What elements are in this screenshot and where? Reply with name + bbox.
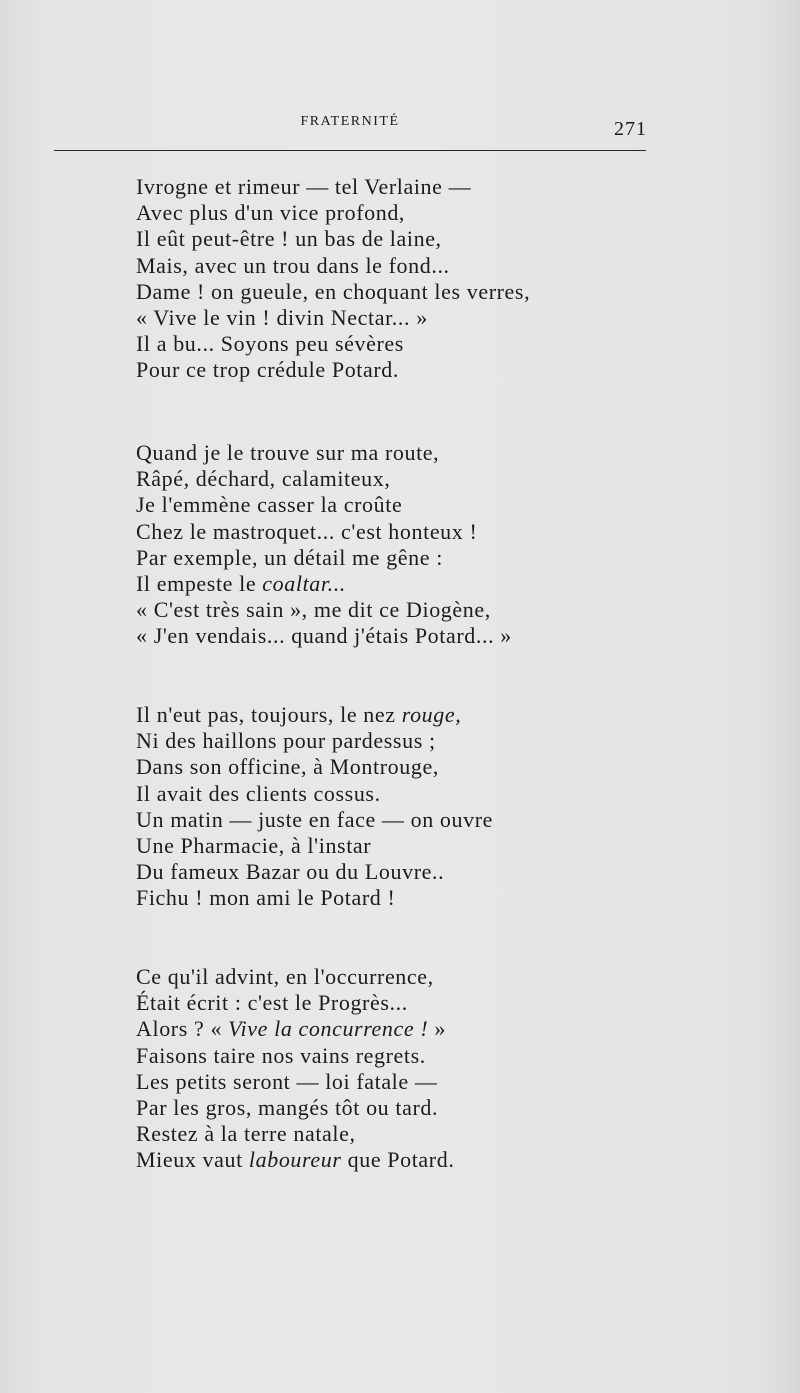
verse-line: Ce qu'il advint, en l'occurrence, (136, 964, 434, 989)
verse-line: Une Pharmacie, à l'instar (136, 833, 372, 859)
verse-line: Pour ce trop crédule Potard. (136, 357, 399, 383)
italic-word: coaltar... (262, 571, 346, 597)
header-rule (54, 150, 646, 151)
verse-line: Fichu ! mon ami le Potard ! (136, 885, 396, 911)
verse-line: Mieux vaut laboureur que Potard. (136, 1147, 455, 1173)
verse-line: Par les gros, mangés tôt ou tard. (136, 1095, 439, 1121)
page-number: 271 (614, 118, 647, 140)
verse-line: Dans son officine, à Montrouge, (136, 754, 439, 780)
verse-line: Du fameux Bazar ou du Louvre.. (136, 859, 445, 885)
verse-line: Il empeste le coaltar... (136, 571, 346, 597)
italic-phrase: Vive la concurrence ! (228, 1016, 429, 1042)
italic-word: rouge, (401, 702, 462, 727)
verse-line: Les petits seront — loi fatale — (136, 1068, 438, 1094)
verse-line: Un matin — juste en face — on ouvre (136, 806, 494, 832)
verse-line: Il a bu... Soyons peu sévères (136, 331, 404, 357)
verse-line: Râpé, déchard, calamiteux, (136, 466, 391, 492)
verse-line: Alors ? « Vive la concurrence ! » (136, 1016, 446, 1042)
verse-line: Dame ! on gueule, en choquant les verres, (136, 278, 531, 304)
verse-line: Par exemple, un détail me gêne : (136, 544, 443, 570)
stanza-1 (136, 174, 656, 384)
verse-line: Quand je le trouve sur ma route, (136, 440, 440, 465)
verse-line: Il eût peut-être ! un bas de laine, (136, 226, 442, 252)
verse-line: Ivrogne et rimeur — tel Verlaine — (136, 174, 472, 199)
verse-line: Restez à la terre natale, (136, 1121, 356, 1147)
verse-line: Faisons taire nos vains regrets. (136, 1042, 426, 1068)
verse-line: Il n'eut pas, toujours, le nez rouge, (136, 702, 462, 727)
verse-line: Ni des haillons pour pardessus ; (136, 728, 436, 754)
stanza-3 (136, 702, 656, 912)
stanza-2 (136, 440, 656, 650)
running-title: FRATERNITÉ (300, 114, 400, 129)
verse-line: « J'en vendais... quand j'étais Potard... » (136, 623, 512, 649)
verse-line: Mais, avec un trou dans le fond... (136, 252, 450, 278)
stanza-4 (136, 964, 656, 1174)
verse-line: « Vive le vin ! divin Nectar... » (136, 305, 428, 331)
verse-line: Chez le mastroquet... c'est honteux ! (136, 518, 478, 544)
verse-line: Avec plus d'un vice profond, (136, 200, 406, 226)
verse-line: « C'est très sain », me dit ce Diogène, (136, 597, 491, 623)
italic-word: laboureur (248, 1147, 342, 1173)
verse-line: Il avait des clients cossus. (136, 780, 381, 806)
verse-line: Était écrit : c'est le Progrès... (136, 990, 408, 1016)
verse-line: Je l'emmène casser la croûte (136, 492, 403, 518)
